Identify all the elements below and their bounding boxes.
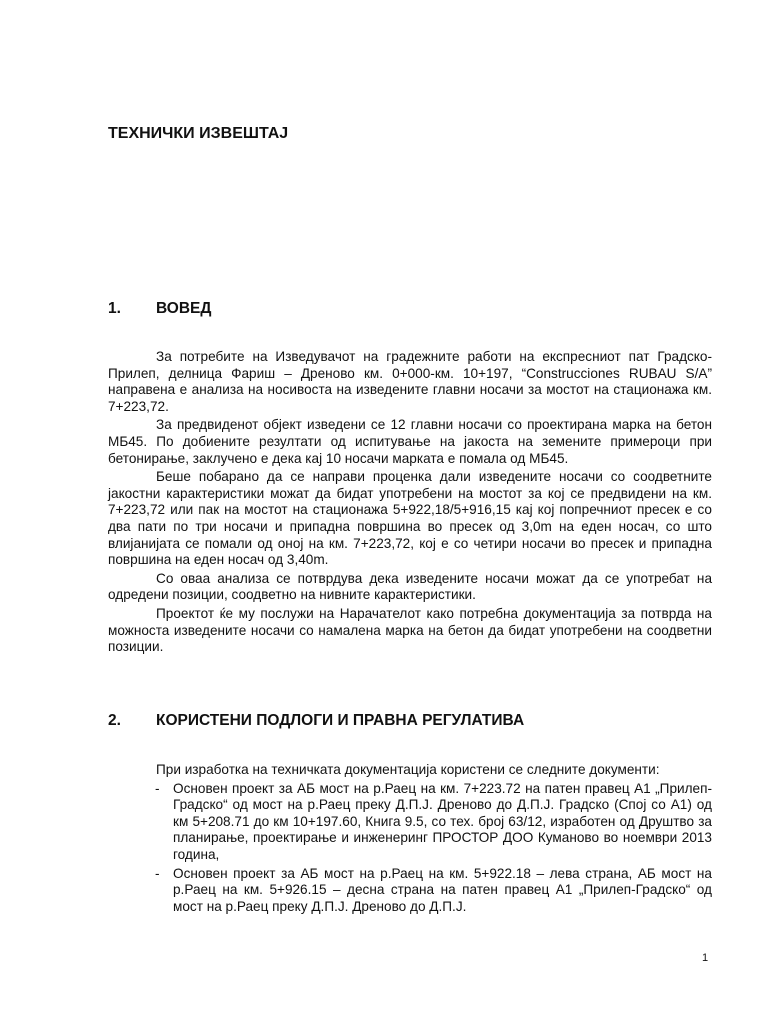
section-1-paragraph: Со оваа анализа се потврдува дека изведените носачи можат да се употребат на одредени позиции, соодветно на нивните карактеристики.: [108, 570, 712, 603]
section-2-intro: При изработка на техничката документација користени се следните документи:: [156, 762, 660, 777]
documents-list: [108, 781, 712, 916]
section-1-paragraph: Проектот ќе му послужи на Нарачателот како потребна документација за потврда на можноста изведените носачи со намалена марка на бетон да бидат употребени на соодветни позиции.: [108, 605, 712, 655]
document-title: ТЕХНИЧКИ ИЗВЕШТАЈ: [108, 125, 289, 142]
section-1-body: [108, 349, 712, 658]
section-1-title: ВОВЕД: [156, 300, 212, 317]
section-1-heading: [108, 300, 211, 318]
list-dash: -: [155, 865, 160, 881]
section-2-title: КОРИСТЕНИ ПОДЛОГИ И ПРАВНА РЕГУЛАТИВА: [156, 712, 525, 729]
list-item: [108, 866, 712, 916]
section-2-number: 2.: [108, 712, 121, 729]
page-number: 1: [702, 952, 709, 964]
section-1-paragraph: За предвиденот објект изведени се 12 главни носачи со проектирана марка на бетон МБ45. По добиените резултати од испитување на јакоста на земените примероци при бетонирање, заклучено е дека кај 10 носачи марката е помала од МБ45.: [108, 417, 712, 466]
list-item: [108, 781, 712, 864]
list-item-text: Основен проект за АБ мост на р.Раец на км. 5+922.18 – лева страна, АБ мост на р.Раец на км. 5+926.15 – десна страна на патен правец А1 „Прилеп-Градско“ од мост на р.Раец преку Д.П.Ј. Дреново до Д.П.Ј.: [173, 865, 712, 914]
section-1-number: 1.: [108, 300, 121, 317]
section-2-heading: [108, 712, 524, 730]
section-1-paragraph: Беше побарано да се направи проценка дали изведените носачи со соодветните јакостни карактеристики можат да бидат употребени на мостот за кој се предвидени на км. 7+223,72 или пак на мостот на стационажа 5+922,18/5+916,15 кај кој попречниот пресек е со два пати по три носачи и припадна површина во пресек од 3,0m на еден носач, со што влијанијата се помали од оној на км. 7+223,72, кој е со четири носачи во пресек и припадна површина на еден носач од 3,40m.: [108, 469, 712, 568]
section-1-paragraph: За потребите на Изведувачот на градежните работи на експресниот пат Градско-Прилеп, делница Фариш – Дреново км. 0+000-км. 10+197, “Construcciones RUBAU S/A” направена е анализа на носивоста на изведените главни носачи за мостот на стационажа км. 7+223,72.: [108, 349, 712, 414]
list-dash: -: [155, 780, 160, 796]
list-item-text: Основен проект за АБ мост на р.Раец на км. 7+223.72 на патен правец А1 „Прилеп-Градско“ од мост на р.Раец преку Д.П.Ј. Дреново до Д.П.Ј. Градско (Спој со А1) од км 5+208.71 до км 10+197.60, Книга 9.5, со тех. број 63/12, изработен од Друштво за планирање, проектирање и инженеринг ПРОСТОР ДОО Куманово во ноември 2013 година,: [173, 780, 712, 862]
section-2-body: [108, 762, 712, 917]
